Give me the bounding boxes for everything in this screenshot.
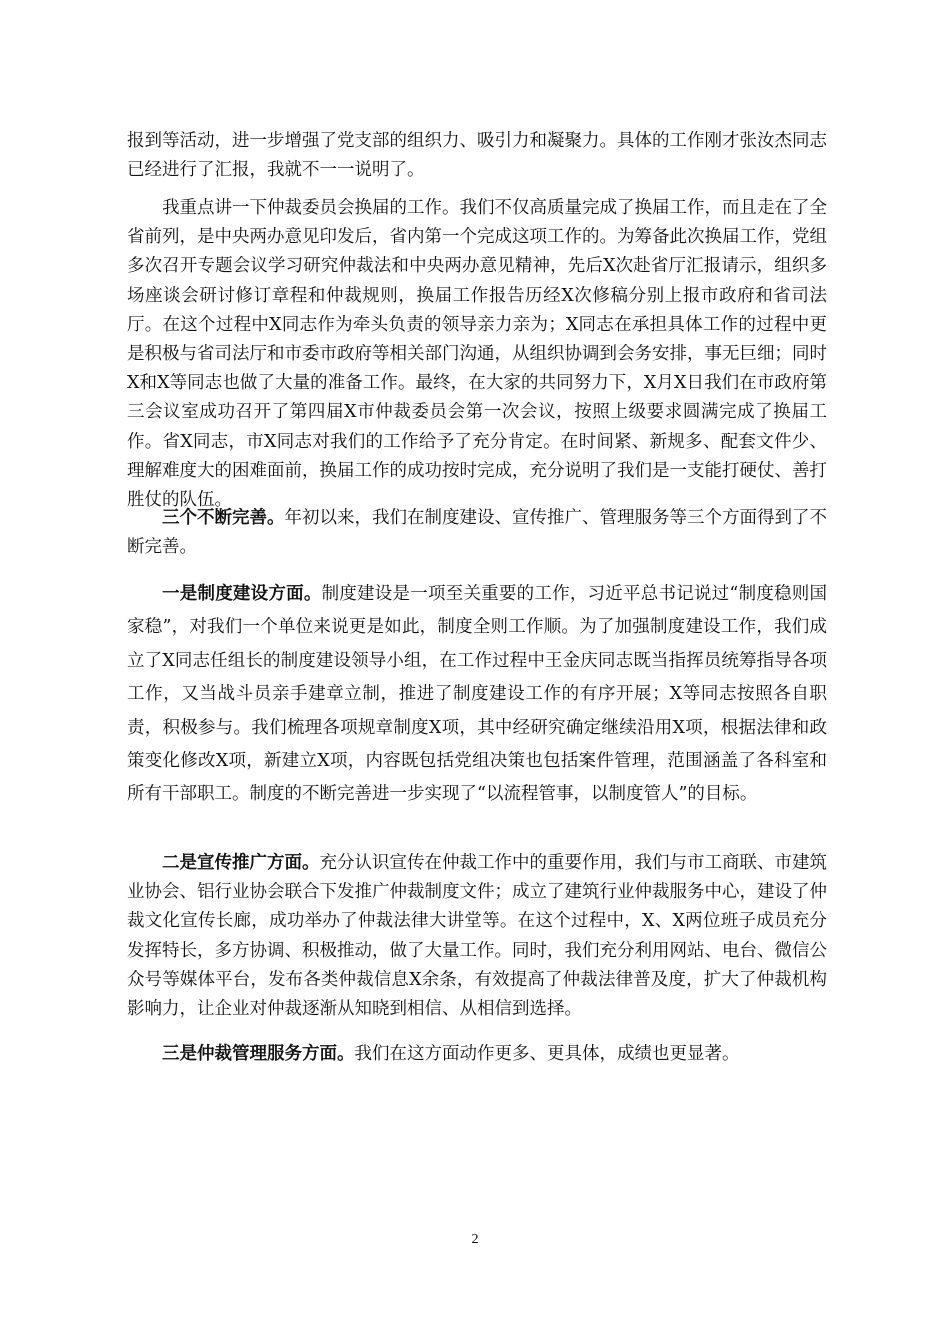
paragraph-5-text: 充分认识宣传在仲裁工作中的重要作用，我们与市工商联、市建筑业协会、铝行业协会联合下发推广仲裁制度文件；成立了建筑行业仲裁服务中心，建设了仲裁文化宣传长廊，成功举办了仲裁法律大讲堂等。在这个过程中，X、X两位班子成员充分发挥特长，多方协调、积极推动，做了大量工作。同时，我们充分利用网站、电台、微信公众号等媒体平台，发布各类仲裁信息X余条，有效提高了仲裁法律普及度，扩大了仲裁机构影响力，让企业对仲裁逐渐从知晓到相信、从相信到选择。: [127, 853, 827, 1020]
paragraph-4-lead: 一是制度建设方面。: [162, 584, 322, 604]
paragraph-5: [127, 849, 827, 1024]
paragraph-6-text: 我们在这方面动作更多、更具体，成绩也更显著。: [354, 1044, 740, 1064]
paragraph-6: [127, 1040, 827, 1069]
paragraph-1: [127, 127, 827, 185]
paragraph-4-text: 制度建设是一项至关重要的工作，习近平总书记说过“制度稳则国家稳”，对我们一个单位来说更是如此，制度全则工作顺。为了加强制度建设工作，我们成立了X同志任组长的制度建设领导小组，在工作过程中王金庆同志既当指挥员统筹指导各项工作，又当战斗员亲手建章立制，推进了制度建设工作的有序开展；X等同志按照各自职责，积极参与。我们梳理各项规章制度X项，其中经研究确定继续沿用X项，根据法律和政策变化修改X项，新建立X项，内容既包括党组决策也包括案件管理，范围涵盖了各科室和所有干部职工。制度的不断完善进一步实现了“以流程管事，以制度管人”的目标。: [127, 584, 828, 805]
paragraph-2: [127, 194, 827, 515]
paragraph-1-text: 报到等活动，进一步增强了党支部的组织力、吸引力和凝聚力。具体的工作刚才张汝杰同志已经进行了汇报，我就不一一说明了。: [127, 131, 827, 181]
paragraph-4: [127, 578, 827, 812]
paragraph-2-text: 我重点讲一下仲裁委员会换届的工作。我们不仅高质量完成了换届工作，而且走在了全省前列，是中央两办意见印发后，省内第一个完成这项工作的。为筹备此次换届工作，党组多次召开专题会议学习研究仲裁法和中央两办意见精神，先后X次赴省厅汇报请示，组织多场座谈会研讨修订章程和仲裁规则，换届工作报告历经X次修稿分别上报市政府和省司法厅。在这个过程中X同志作为牵头负责的领导亲力亲为；X同志在承担具体工作的过程中更是积极与省司法厅和市委市政府等相关部门沟通，从组织协调到会务安排，事无巨细；同时X和X等同志也做了大量的准备工作。最终，在大家的共同努力下，X月X日我们在市政府第三会议室成功召开了第四届X市仲裁委员会第一次会议，按照上级要求圆满完成了换届工作。省X同志，市X同志对我们的工作给予了充分肯定。在时间紧、新规多、配套文件少、理解难度大的困难面前，换届工作的成功按时完成，充分说明了我们是一支能打硬仗、善打胜仗的队伍。: [127, 198, 827, 511]
paragraph-6-lead: 三是仲裁管理服务方面。: [162, 1044, 355, 1064]
page-number: 2: [471, 1232, 479, 1247]
paragraph-3-text: 年初以来，我们在制度建设、宣传推广、管理服务等三个方面得到了不断完善。: [127, 508, 827, 558]
paragraph-3: [127, 504, 827, 562]
paragraph-5-lead: 二是宣传推广方面。: [162, 853, 320, 873]
paragraph-3-lead: 三个不断完善。: [162, 508, 285, 528]
